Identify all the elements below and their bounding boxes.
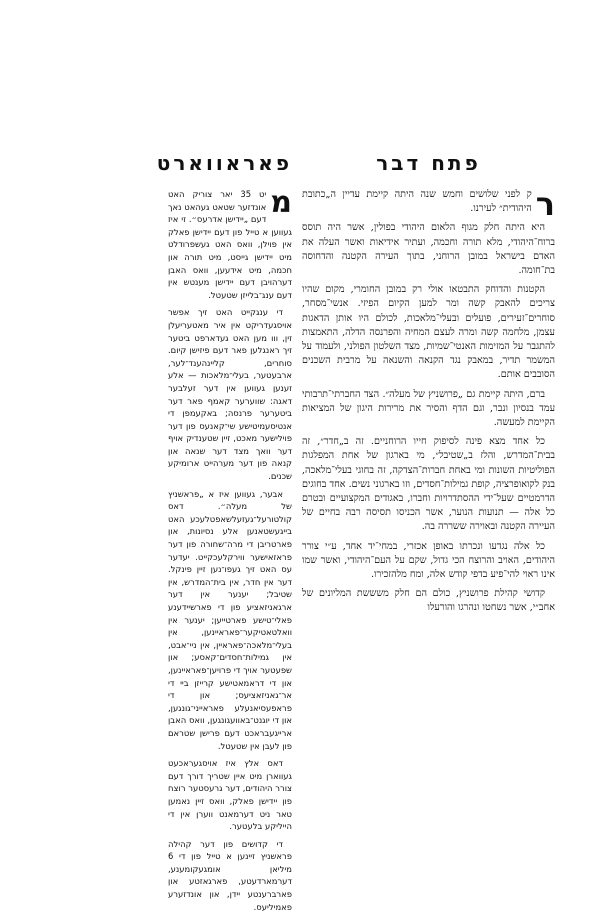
yiddish-drop-cap: מ	[270, 185, 292, 220]
hebrew-paragraph: הקטנות והדוחק התבטאו אולי רק במובן החומרי, מקום שהיו צריכים להאבק קשה ומר למען הקיום הפיזי. אנשי־מסחר, סוחרים־זעירים, פועלים ובעלי־מלאכות, לכולם היו אותן הדאגות עצמן, מלחמה קשה ומרה לעצם המחיה והפרנסה הדלה, התאמצות להתגבר על המזימות האנטי־שמיות, מצד השלטון הפולני, ולעמוד על המשמר תדיר, במאבק נגד הקנאה והשנאה על מרבית השכנים הסובבים אותם.	[302, 284, 555, 381]
hebrew-paragraph-text: ק לפני שלושים וחמש שנה היתה קיימת עדיין ה„כתובת היהודית״ לעירנו.	[302, 189, 532, 215]
hebrew-drop-cap: ר	[535, 185, 555, 223]
yiddish-paragraph: די קדושים פון דער קהילה פראשניץ זיינען א טייל פון די 6 מיליאן אומגעקומענע, דערמארדעטע, פארגאזטע און פארברענטע יידן, און אונדזערע פאמיליעס.	[168, 838, 292, 912]
hebrew-paragraph: ברם, היתה קיימת גם „פרושניץ של מעלה״. הצד החברתי־תרבותי עמד בנסיון ונבר, וגם הדף והסיר את מרירות היגון של המציאות הקיימת למעשה.	[302, 388, 555, 429]
yiddish-paragraph	[168, 185, 292, 301]
yiddish-paragraph: אבער, געווען איז א „פראשניץ של מעלה״. דאס קולטורעל־געזעלשאפטלעכע האט בייגעשטאנען אלע נסיונות, און פארטריבן די מרה־שחורה פון דער פראזאישער ווירקלעכקייט. יעדער עס האט זיך געפו־נען זיין פינקל. דער אין חדר, אין בית־המדרש, אין שטיבל; יענער אין דער ארגאניזאציע פון די פארשיידענע פאלי־טישע פארטייען; יענער אין וואלטאטיקער־פאראיינען, אין בעלי־מלאכה־פאראיין, אין ניי־אבט, אין גמילות־חסדים־קאסע; און שפעטער אויך די פרויען־פאראיינען, און די דראמאטישע קרייזן ביי די אר־גאניזאציעס; און די פראפעסיאנעלע פאראייני־גונגען, און די יוגנט־באוועגונגען, וואס האבן ארייגעבראכט דעם פרישן שטראם פון לעבן אין שטעטל.	[168, 488, 292, 751]
yiddish-column	[156, 150, 292, 918]
yiddish-paragraph: די ענגקייט האט זיך אפשר אויסגעדריקט אין איר מאטעריעלן זין, ווו מען האט געדארפט ביטער זיך ראנגלען פאר דעם פיזישן קיום. סוחרים, קליינהענד־לער, ארבעטער, בעלי־מלאכות — אלע זענען געווען אין דער זעלבער דאגה: שווערער קאמף פאר דער ביטערער פרנסה; באקעמפן די אנטיסעמיטישע שי־קאנעס פון דער פוילישער מאכט, זיין שטענדיק אויף דער וואך מצד דער שנאה און קנאה פון דער מערהייט ארומיקע שכנים.	[168, 307, 292, 482]
hebrew-paragraph	[302, 185, 555, 223]
hebrew-column	[302, 150, 555, 621]
yiddish-title: פאראווארט	[156, 151, 292, 175]
hebrew-paragraph: כל אלה נגדעו ונכרתו באופן אכזרי, במחי־יד אחד, ע״י צורר היהודים, האויב והרוצח הכי גדול, שקם על העם־היהודי, ואשר שמו אינו ראוי להי־פיע בדפי קודש אלה, ומח מלהזכירו.	[302, 540, 555, 581]
yiddish-body	[168, 185, 292, 913]
hebrew-paragraph: היא היתה חלק מגוף הלאום היהודי בפולין, אשר היה תוסס ברוח־היהודי, מלא תורה וחכמה, ועתיר אידיאות ואשר העלה את האדם בישראל במובן הרוחני, בתוך העירה הקטנה והדחוסה בת־חומה.	[302, 222, 555, 277]
hebrew-title: פתח דבר	[376, 151, 481, 175]
hebrew-paragraph: כל אחד מצא פינה לסיפוק חייו הרוחניים. זה ב„חדר״, זה בבית־המדרש, והלז ב„שטיבל״, מי בארגון של אחת המפלגות הפוליטיות השונות ומי באחת חברות־הצדקה, זה בחוגי בעלי־מלאכה, בנק לקואופרציה, קופת גמילות־חסדים, וזו בארגוני נשים. אחד בחוגים הדרמטיים שעל־ידי ההסתדרויות וחברו, באגודים המקצועיים ובטרם כל אלה — תנועות הנוער, אשר הכניסו תסיסה רבה בחיים של העיירה הקטנה ובאוירה ששררה בה.	[302, 436, 555, 533]
hebrew-body	[302, 185, 555, 616]
yiddish-paragraph-text: יט 35 יאר צוריק האט אונדזער שטאט געהאט נאך דעם „יידישן אדרעס״. זי איז געווען א טייל פון דעם יידישן פאלק אין פוילן, וואס האט געשפרודלט מיט יידישן גייסט, מיט תורה און חכמה, מיט אידעען, וואס האבן דערהויבן דעם יידישן מענטש אין דעם ענג־בלייזן שטעטל.	[168, 189, 292, 300]
yiddish-paragraph: דאס אלץ איז אויסגעראכעט געווארן מיט איין שטריך דורך דעם צורר היהודים, דער גרעסטער רוצח פון יידישן פאלק, וואס זיין נאמען טאר ניט דערמאנט ווערן אין די הייליקע בלעטער.	[168, 758, 292, 832]
hebrew-paragraph: קדושי קהילת פרושניץ, כולם הם חלק משששת המליונים של אחב״י, אשר נשחטו ונהרגו והורעלו	[302, 588, 555, 614]
